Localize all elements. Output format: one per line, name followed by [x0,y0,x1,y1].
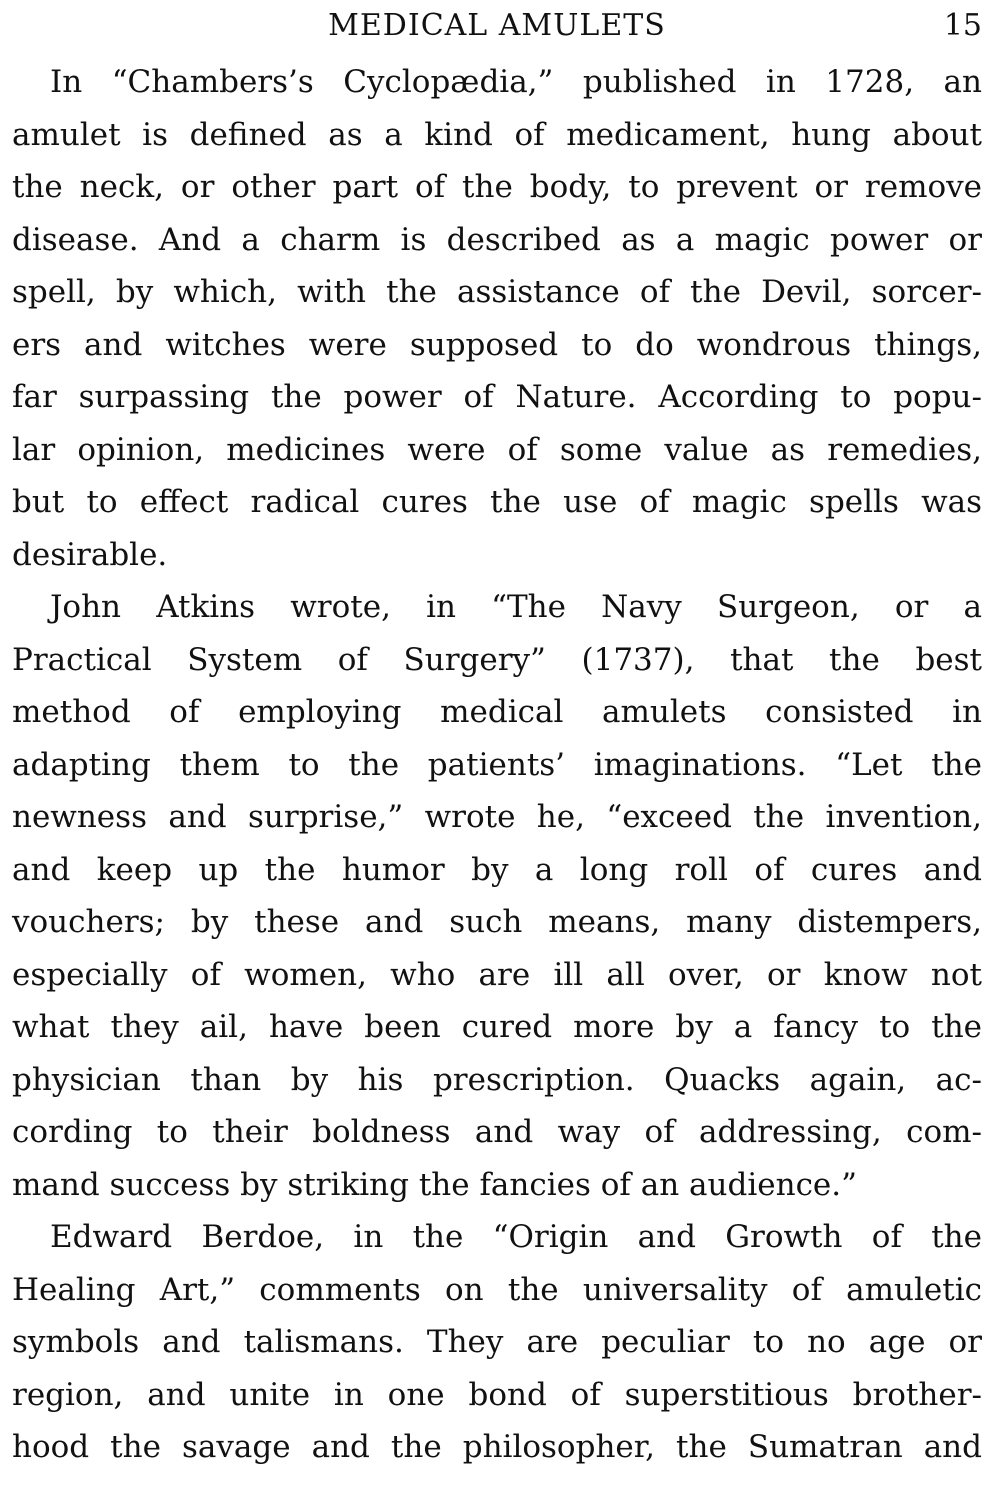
page-number: 15 [943,8,982,43]
paragraph-3 [12,1211,982,1474]
text-line: mand success by striking the fancies of an audience.” [12,1166,857,1203]
text-line: disease. And a charm is described as a magic power or [12,221,982,258]
text-line: far surpassing the power of Nature. According to popu- [12,379,982,415]
text-line: symbols and talismans. They are peculiar to no age or [12,1324,982,1360]
text-line: hood the savage and the philosopher, the Sumatran and [12,1429,982,1465]
text-line: vouchers; by these and such means, many distempers, [12,904,982,940]
text-line: cording to their boldness and way of addressing, com- [12,1114,982,1150]
text-line: Edward Berdoe, in the “Origin and Growth of the [50,1219,982,1255]
text-line: ers and witches were supposed to do wondrous things, [12,326,982,363]
text-line: spell, by which, with the assistance of the Devil, sorcer- [12,274,982,310]
running-title: MEDICAL AMULETS [328,8,666,43]
book-page [12,0,982,1486]
text-line: what they ail, have been cured more by a fancy to the [12,1009,982,1045]
paragraph-1 [12,56,982,581]
text-line: adapting them to the patients’ imaginations. “Let the [12,746,982,783]
text-line: physician than by his prescription. Quacks again, ac- [12,1061,982,1098]
text-line: especially of women, who are ill all over, or know not [12,956,982,993]
text-line: newness and surprise,” wrote he, “exceed the invention, [12,799,982,835]
text-line: desirable. [12,536,168,573]
text-line: region, and unite in one bond of superstitious brother- [12,1376,982,1413]
text-line: but to effect radical cures the use of magic spells was [12,484,982,520]
paragraph-2 [12,581,982,1211]
text-line: amulet is defined as a kind of medicament, hung about [12,116,982,153]
text-line: lar opinion, medicines were of some value as remedies, [12,431,982,468]
text-line: Practical System of Surgery” (1737), that the best [12,641,982,678]
text-line: method of employing medical amulets consisted in [12,694,982,730]
text-line: and keep up the humor by a long roll of cures and [12,851,982,888]
running-head [12,0,982,56]
text-line: the neck, or other part of the body, to prevent or remove [12,169,982,205]
text-line: John Atkins wrote, in “The Navy Surgeon, or a [50,589,982,625]
text-line: Healing Art,” comments on the universality of amuletic [12,1271,982,1308]
text-line: In “Chambers’s Cyclopædia,” published in 1728, an [50,64,982,100]
